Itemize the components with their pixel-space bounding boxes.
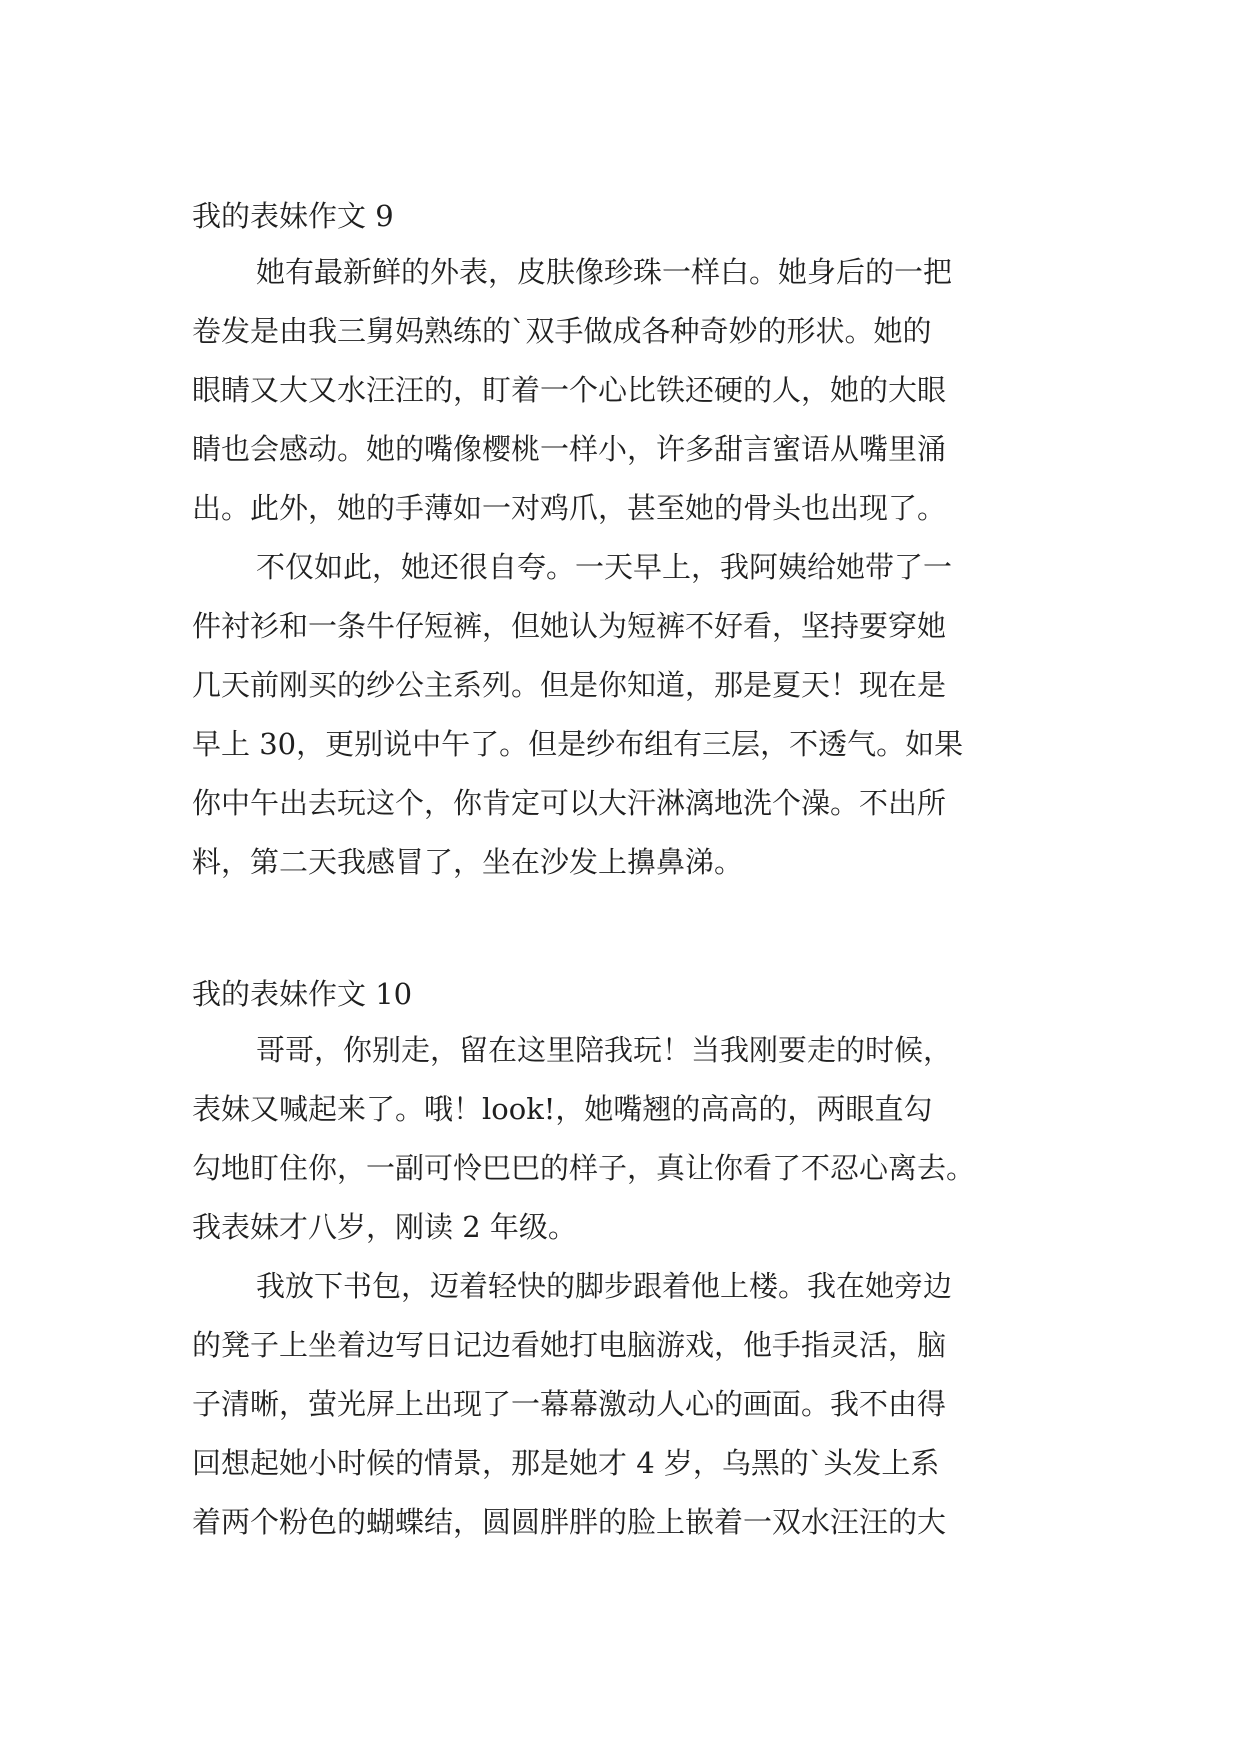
paragraph-line: 睛也会感动。她的嘴像樱桃一样小，许多甜言蜜语从嘴里涌 <box>192 432 947 466</box>
section-title-10: 我的表妹作文 10 <box>192 977 413 1011</box>
paragraph-line: 的凳子上坐着边写日记边看她打电脑游戏，他手指灵活，脑 <box>192 1328 947 1362</box>
paragraph-line: 我表妹才八岁，刚读 2 年级。 <box>192 1210 577 1244</box>
paragraph-line: 你中午出去玩这个，你肯定可以大汗淋漓地洗个澡。不出所 <box>192 786 947 820</box>
section-title-9: 我的表妹作文 9 <box>192 199 394 233</box>
section-9-paragraph-2 <box>192 538 1070 892</box>
paragraph-line: 早上 30，更别说中午了。但是纱布组有三层，不透气。如果 <box>192 727 964 761</box>
paragraph-line: 眼睛又大又水汪汪的，盯着一个心比铁还硬的人，她的大眼 <box>192 373 947 407</box>
paragraph-line: 子清晰，萤光屏上出现了一幕幕激动人心的画面。我不由得 <box>192 1387 947 1421</box>
paragraph-line: 几天前刚买的纱公主系列。但是你知道，那是夏天！现在是 <box>192 668 947 702</box>
section-10-paragraph-2 <box>192 1257 1070 1552</box>
paragraph-line: 回想起她小时候的情景，那是她才 4 岁，乌黑的`头发上系 <box>192 1446 940 1480</box>
paragraph-line: 表妹又喊起来了。哦！look!，她嘴翘的高高的，两眼直勾 <box>192 1092 933 1126</box>
section-10-paragraph-1 <box>192 1021 1070 1257</box>
paragraph-line: 勾地盯住你，一副可怜巴巴的样子，真让你看了不忍心离去。 <box>192 1151 976 1185</box>
paragraph-line: 哥哥，你别走，留在这里陪我玩！当我刚要走的时候， <box>256 1033 953 1067</box>
paragraph-line: 不仅如此，她还很自夸。一天早上，我阿姨给她带了一 <box>256 550 953 584</box>
paragraph-line: 卷发是由我三舅妈熟练的`双手做成各种奇妙的形状。她的 <box>192 314 932 348</box>
paragraph-line: 件衬衫和一条牛仔短裤，但她认为短裤不好看，坚持要穿她 <box>192 609 947 643</box>
paragraph-line: 出。此外，她的手薄如一对鸡爪，甚至她的骨头也出现了。 <box>192 491 947 525</box>
paragraph-line: 料，第二天我感冒了，坐在沙发上擤鼻涕。 <box>192 845 744 879</box>
paragraph-line: 她有最新鲜的外表，皮肤像珍珠一样白。她身后的一把 <box>256 255 953 289</box>
paragraph-line: 着两个粉色的蝴蝶结，圆圆胖胖的脸上嵌着一双水汪汪的大 <box>192 1505 947 1539</box>
section-9-paragraph-1 <box>192 243 1070 538</box>
paragraph-line: 我放下书包，迈着轻快的脚步跟着他上楼。我在她旁边 <box>256 1269 953 1303</box>
